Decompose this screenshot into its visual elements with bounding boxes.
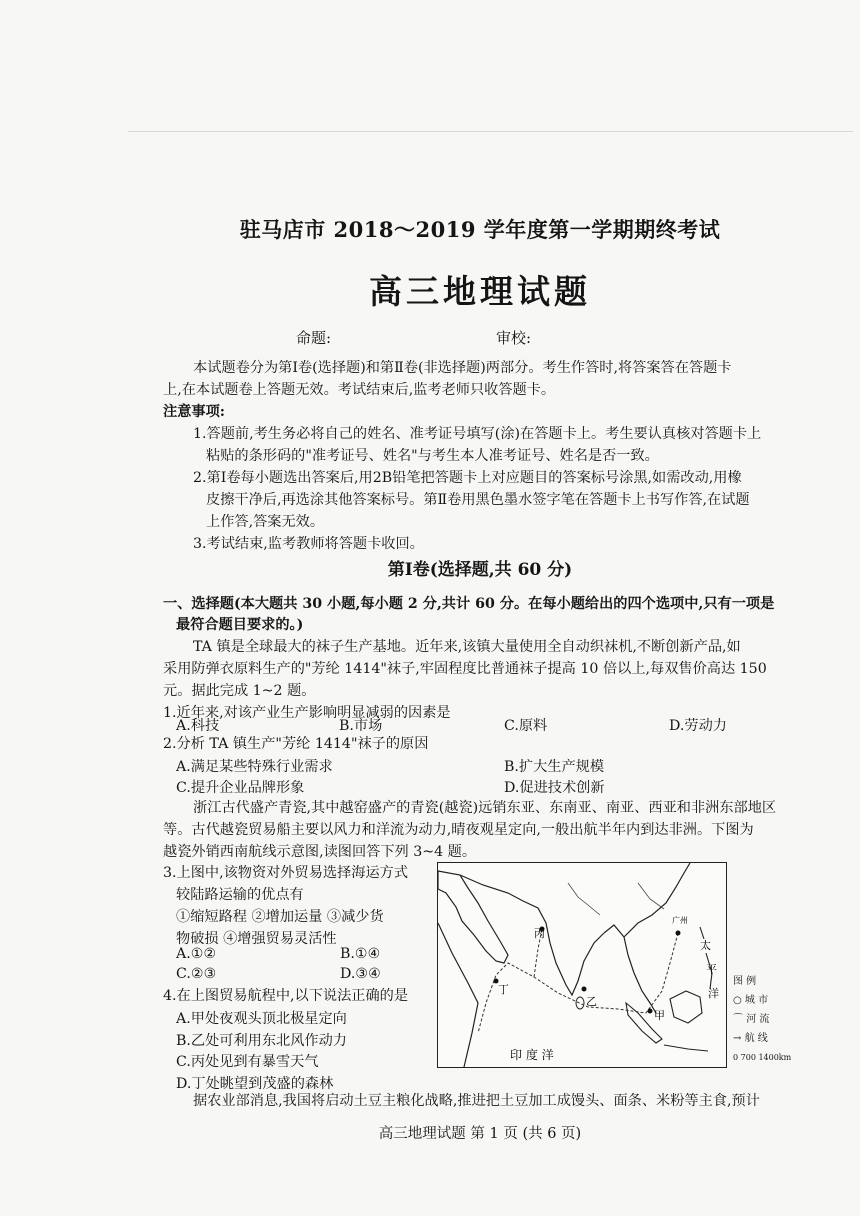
map-label-pacific-3: 洋	[708, 987, 719, 1000]
river-yangtze	[638, 883, 664, 909]
map-label-indian-ocean: 印 度 洋	[510, 1048, 554, 1062]
q4-option-d: D.丁处眺望到茂盛的森林	[176, 1076, 334, 1092]
q4-option-a: A.甲处夜观头顶北极星定向	[176, 1011, 347, 1027]
java	[664, 1045, 708, 1051]
africa-coast	[438, 923, 478, 1067]
question-1-stem: 1.近年来,对该产业生产影响明显减弱的因素是	[163, 705, 451, 721]
part1-heading: 一、选择题(本大题共 30 小题,每小题 2 分,共计 60 分。在每小题给出的四个选项中,只有一项是	[163, 596, 775, 612]
china-coast	[624, 863, 690, 937]
city-marker-jia	[648, 1009, 653, 1014]
section-title: 第Ⅰ卷(选择题,共 60 分)	[387, 560, 573, 580]
passage-1-line-3: 元。据此完成 1~2 题。	[163, 683, 316, 699]
q1-option-b: B.市场	[339, 718, 383, 734]
legend-title: 图 例	[733, 976, 757, 987]
map-label-yi: 乙	[586, 995, 597, 1008]
legend-city	[733, 991, 791, 1010]
map-label-pacific-1: 太	[700, 939, 711, 952]
intro-line-1: 本试题卷分为第Ⅰ卷(选择题)和第Ⅱ卷(非选择题)两部分。考生作答时,将答案答在答题卡	[193, 360, 732, 376]
map-drawing	[438, 863, 726, 1067]
q2-option-c: C.提升企业品牌形象	[176, 780, 305, 796]
q3-option-c: C.②③	[176, 966, 217, 982]
arabia-coast	[438, 871, 508, 963]
legend-river	[733, 1010, 791, 1029]
q3-option-b: B.①④	[340, 946, 381, 962]
taiwan	[700, 927, 704, 939]
river-symbol-icon: ⌒	[733, 1014, 747, 1025]
exam-title: 驻马店市 2018～2019 学年度第一学期期终考试	[239, 217, 721, 242]
passage-2-line-3: 越瓷外销西南航线示意图,读图回答下列 3~4 题。	[163, 844, 477, 860]
passage-3-line-1: 据农业部消息,我国将启动土豆主粮化战略,推进把土豆加工成馒头、面条、米粉等主食,预计	[193, 1093, 760, 1109]
map-legend	[733, 972, 791, 1067]
notice-item-2-cont: 皮擦干净后,再选涂其他答案标号。第Ⅱ卷用黑色墨水签字笔在答题卡上书写作答,在试题	[206, 492, 750, 508]
q2-option-b: B.扩大生产规模	[504, 759, 605, 775]
map-label-bing: 丙	[534, 927, 545, 940]
borneo	[670, 991, 702, 1023]
map-label-guangzhou: 广州	[672, 916, 688, 925]
q1-option-a: A.科技	[176, 718, 220, 734]
notice-item-2-cont2: 上作答,答案无效。	[206, 514, 325, 530]
notice-item-1: 1.答题前,考生务必将自己的姓名、准考证号填写(涂)在答题卡上。考生要认真核对答题卡上	[193, 426, 762, 442]
intro-line-2: 上,在本试题卷上答题无效。考试结束后,监考老师只收答题卡。	[163, 382, 556, 398]
q2-option-a: A.满足某些特殊行业需求	[176, 759, 333, 775]
reviewer-label: 审校:	[496, 329, 532, 347]
q3-option-d: D.③④	[340, 966, 381, 982]
india-coast	[460, 875, 604, 995]
trade-route-map	[437, 862, 727, 1068]
q4-option-b: B.乙处可利用东北风作动力	[176, 1033, 347, 1049]
passage-1-line-1: TA 镇是全球最大的袜子生产基地。近年来,该镇大量使用全自动织袜机,不断创新产品,如	[193, 639, 741, 655]
scan-top-line	[128, 131, 853, 132]
notice-heading: 注意事项:	[163, 404, 225, 420]
city-marker-guangzhou	[676, 931, 681, 936]
question-2-stem: 2.分析 TA 镇生产"芳纶 1414"袜子的原因	[163, 736, 429, 752]
map-label-jia: 甲	[654, 1009, 665, 1022]
legend-route-label: 航 线	[744, 1033, 768, 1044]
passage-2-line-2: 等。古代越瓷贸易船主要以风力和洋流为动力,晴夜观星定向,一般出航半年内到达非洲。下图为	[163, 822, 754, 838]
city-symbol-icon: ○	[733, 995, 745, 1006]
passage-1-line-2: 采用防弹衣原料生产的"芳纶 1414"袜子,牢固程度比普通袜子提高 10 倍以上,每双售价高达 150	[163, 661, 767, 677]
part1-heading-cont: 最符合题目要求的。)	[176, 617, 304, 633]
question-3-stem: 3.上图中,该物资对外贸易选择海运方式	[163, 865, 409, 881]
question-3-items-1: ①缩短路程 ②增加运量 ③减少货	[176, 909, 384, 925]
page-footer: 高三地理试题 第 1 页 (共 6 页)	[378, 1126, 582, 1142]
q4-option-c: C.丙处见到有暴雪天气	[176, 1054, 319, 1070]
passage-2-line-1: 浙江古代盛产青瓷,其中越窑盛产的青瓷(越瓷)远销东亚、东南亚、南亚、西亚和非洲东部地区	[193, 800, 777, 816]
legend-city-label: 城 市	[744, 995, 769, 1006]
indochina-coast	[604, 925, 656, 1013]
q1-option-c: C.原料	[504, 718, 548, 734]
q2-option-d: D.促进技术创新	[504, 780, 605, 796]
city-marker-yi	[582, 987, 587, 992]
map-label-ding: 丁	[498, 983, 509, 996]
map-label-pacific-2: 平	[706, 963, 717, 976]
legend-river-label: 河 流	[746, 1014, 770, 1025]
q3-option-a: A.①②	[176, 946, 217, 962]
river-ganges	[568, 883, 600, 915]
main-title: 高三地理试题	[369, 272, 591, 311]
legend-scale: 0 700 1400km	[733, 1053, 792, 1062]
notice-item-3: 3.考试结束,监考教师将答题卡收回。	[193, 536, 424, 552]
setter-label: 命题:	[296, 329, 332, 347]
question-3-items-2: 物破损 ④增强贸易灵活性	[176, 931, 337, 947]
question-4-stem: 4.在上图贸易航程中,以下说法正确的是	[163, 988, 409, 1004]
question-3-stem-cont: 较陆路运输的优点有	[176, 887, 304, 903]
q1-option-d: D.劳动力	[669, 718, 727, 734]
sri-lanka	[576, 997, 584, 1009]
route-arrow-icon: →	[733, 1033, 745, 1044]
notice-item-1-cont: 粘贴的条形码的"准考证号、姓名"与考生本人准考证号、姓名是否一致。	[206, 448, 659, 464]
legend-route	[733, 1029, 791, 1048]
notice-item-2: 2.第Ⅰ卷每小题选出答案后,用2B铅笔把答题卡上对应题目的答案标号涂黑,如需改动,用橡	[193, 470, 742, 486]
